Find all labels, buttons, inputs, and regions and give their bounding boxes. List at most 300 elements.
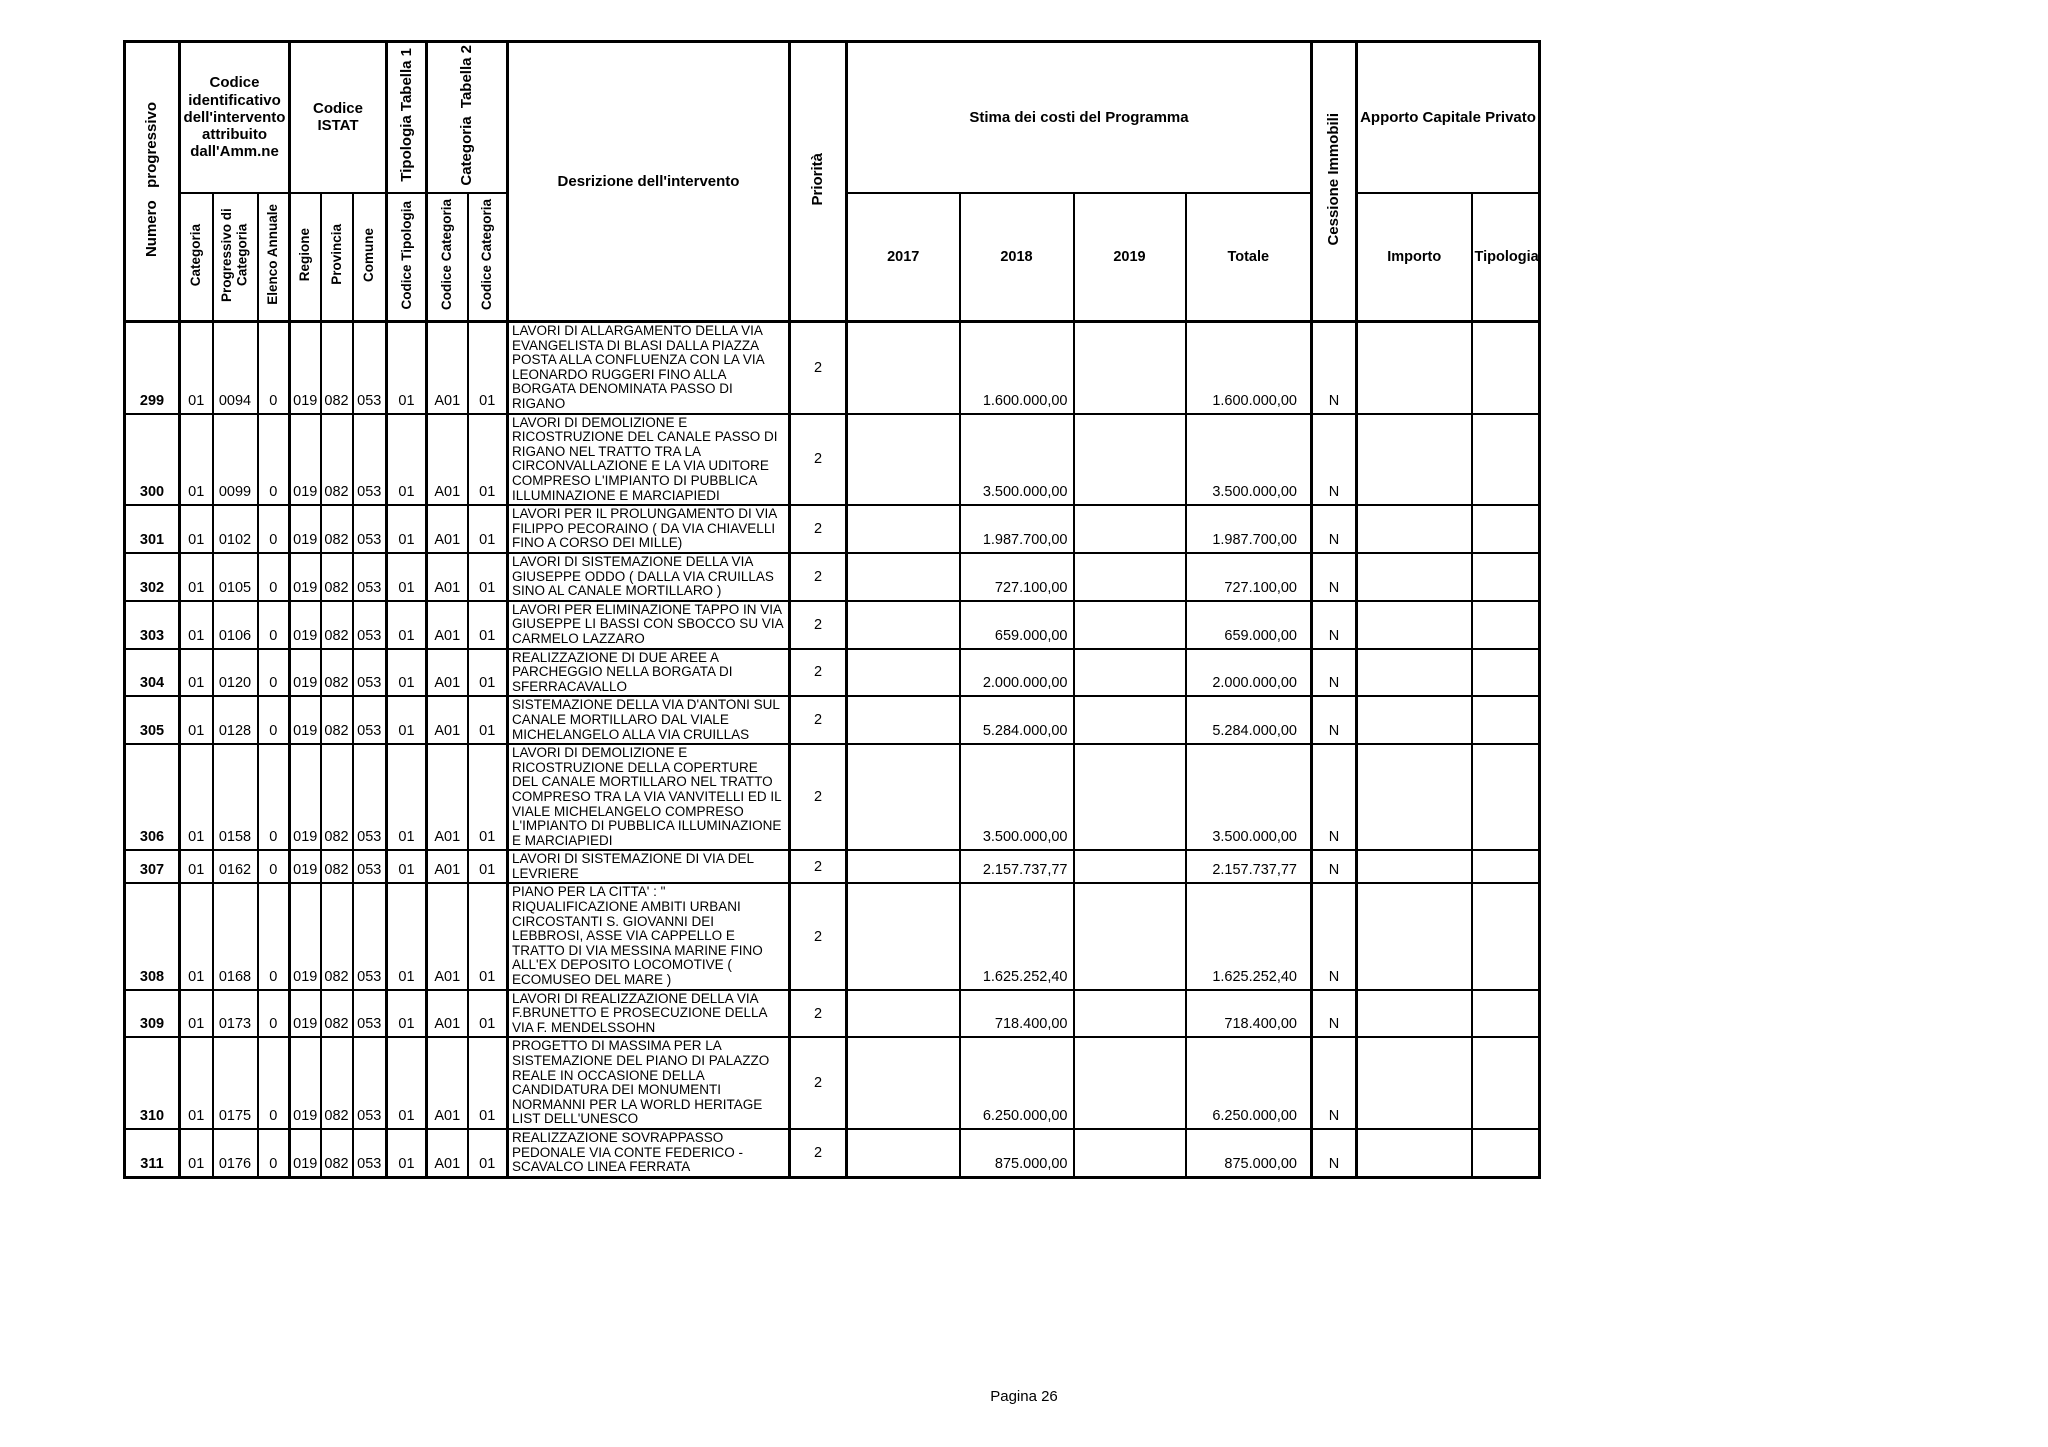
programma-table — [123, 40, 1541, 1179]
td-importo — [1357, 850, 1472, 883]
td-categoria: 01 — [180, 744, 213, 850]
td-codice-tipologia: 01 — [387, 1037, 427, 1129]
table-row — [125, 1129, 1540, 1177]
td-codice-categoria-1: A01 — [427, 553, 468, 601]
td-numero: 304 — [125, 649, 180, 697]
td-totale: 6.250.000,00 — [1186, 1037, 1312, 1129]
td-totale: 3.500.000,00 — [1186, 744, 1312, 850]
table-row — [125, 990, 1540, 1038]
col-header-tipologia: Tipologia — [1472, 193, 1540, 322]
td-numero: 310 — [125, 1037, 180, 1129]
table-row — [125, 744, 1540, 850]
td-codice-tipologia: 01 — [387, 990, 427, 1038]
td-priorita: 2 — [790, 553, 847, 601]
td-provincia: 082 — [321, 601, 353, 649]
td-regione: 019 — [290, 696, 321, 744]
td-2019 — [1074, 649, 1186, 697]
table-row — [125, 696, 1540, 744]
td-provincia: 082 — [321, 696, 353, 744]
td-comune: 053 — [353, 414, 387, 506]
td-2019 — [1074, 322, 1186, 414]
col-group-tipologia-tabella1 — [387, 42, 427, 193]
td-comune: 053 — [353, 696, 387, 744]
td-elenco: 0 — [258, 1037, 290, 1129]
td-codice-categoria-2: 01 — [468, 1037, 508, 1129]
td-descrizione: LAVORI DI DEMOLIZIONE E RICOSTRUZIONE DEL CANALE PASSO DI RIGANO NEL TRATTO TRA LA CIRCONVALLAZIONE E LA VIA UDITORE COMPRESO L'IMPIANTO DI PUBBLICA ILLUMINAZIONE E MARCIAPIEDI — [508, 414, 790, 506]
td-2018: 659.000,00 — [960, 601, 1074, 649]
td-2019 — [1074, 553, 1186, 601]
td-progressivo: 0158 — [213, 744, 258, 850]
col-header-codice-categoria-1-label: Codice Categoria — [439, 199, 455, 311]
td-elenco: 0 — [258, 505, 290, 553]
td-2018: 5.284.000,00 — [960, 696, 1074, 744]
col-header-elenco-annuale-label: Elenco Annuale — [265, 204, 281, 306]
td-tipologia — [1472, 505, 1540, 553]
td-tipologia — [1472, 883, 1540, 989]
td-comune: 053 — [353, 322, 387, 414]
td-categoria: 01 — [180, 883, 213, 989]
col-header-progressivo-label: Progressivo di Categoria — [219, 207, 250, 302]
col-header-priorita — [790, 42, 847, 322]
td-descrizione: LAVORI DI DEMOLIZIONE E RICOSTRUZIONE DELLA COPERTURE DEL CANALE MORTILLARO NEL TRATTO COMPRESO TRA LA VIA VANVITELLI ED IL VIALE MICHELANGELO COMPRESO L'IMPIANTO DI PUBBLICA ILLUMINAZIONE E MARCIAPIEDI — [508, 744, 790, 850]
col-group-tipologia-tabella1-label: Tipologia Tabella 1 — [397, 48, 415, 183]
td-importo — [1357, 1129, 1472, 1177]
td-codice-categoria-1: A01 — [427, 990, 468, 1038]
col-header-descrizione: Desrizione dell'intervento — [508, 42, 790, 322]
td-numero: 311 — [125, 1129, 180, 1177]
td-2019 — [1074, 1129, 1186, 1177]
col-header-2019: 2019 — [1074, 193, 1186, 322]
td-progressivo: 0162 — [213, 850, 258, 883]
td-totale: 1.625.252,40 — [1186, 883, 1312, 989]
td-2017 — [847, 850, 960, 883]
td-codice-tipologia: 01 — [387, 601, 427, 649]
td-priorita: 2 — [790, 601, 847, 649]
td-elenco: 0 — [258, 1129, 290, 1177]
col-group-apporto-capitale: Apporto Capitale Privato — [1357, 42, 1540, 193]
td-2019 — [1074, 883, 1186, 989]
td-codice-categoria-1: A01 — [427, 1129, 468, 1177]
td-regione: 019 — [290, 883, 321, 989]
table-row — [125, 505, 1540, 553]
td-elenco: 0 — [258, 322, 290, 414]
td-codice-categoria-1: A01 — [427, 883, 468, 989]
td-codice-categoria-1: A01 — [427, 744, 468, 850]
col-group-codice-istat: Codice ISTAT — [290, 42, 387, 193]
td-tipologia — [1472, 414, 1540, 506]
td-descrizione: PROGETTO DI MASSIMA PER LA SISTEMAZIONE DEL PIANO DI PALAZZO REALE IN OCCASIONE DELLA CANDIDATURA DEI MONUMENTI NORMANNI PER LA WORLD HERITAGE LIST DELL'UNESCO — [508, 1037, 790, 1129]
td-provincia: 082 — [321, 990, 353, 1038]
td-comune: 053 — [353, 1037, 387, 1129]
td-descrizione: LAVORI DI SISTEMAZIONE DI VIA DEL LEVRIERE — [508, 850, 790, 883]
col-header-priorita-label: Priorità — [809, 153, 827, 206]
td-codice-tipologia: 01 — [387, 505, 427, 553]
td-codice-tipologia: 01 — [387, 414, 427, 506]
td-categoria: 01 — [180, 990, 213, 1038]
td-elenco: 0 — [258, 553, 290, 601]
td-progressivo: 0120 — [213, 649, 258, 697]
td-codice-categoria-2: 01 — [468, 553, 508, 601]
table-row — [125, 883, 1540, 989]
td-categoria: 01 — [180, 505, 213, 553]
td-importo — [1357, 883, 1472, 989]
td-2017 — [847, 553, 960, 601]
td-2018: 718.400,00 — [960, 990, 1074, 1038]
td-numero: 299 — [125, 322, 180, 414]
td-categoria: 01 — [180, 601, 213, 649]
col-header-provincia-label: Provincia — [328, 224, 344, 286]
td-descrizione: LAVORI PER IL PROLUNGAMENTO DI VIA FILIPPO PECORAINO ( DA VIA CHIAVELLI FINO A CORSO DEI MILLE) — [508, 505, 790, 553]
td-importo — [1357, 322, 1472, 414]
td-priorita: 2 — [790, 505, 847, 553]
td-provincia: 082 — [321, 505, 353, 553]
td-codice-categoria-2: 01 — [468, 414, 508, 506]
td-comune: 053 — [353, 553, 387, 601]
td-tipologia — [1472, 696, 1540, 744]
td-2019 — [1074, 744, 1186, 850]
td-codice-tipologia: 01 — [387, 1129, 427, 1177]
td-cessione: N — [1312, 649, 1357, 697]
td-descrizione: LAVORI DI ALLARGAMENTO DELLA VIA EVANGELISTA DI BLASI DALLA PIAZZA POSTA ALLA CONFLUENZA CON LA VIA LEONARDO RUGGERI FINO ALLA BORGATA DENOMINATA PASSO DI RIGANO — [508, 322, 790, 414]
td-priorita: 2 — [790, 744, 847, 850]
td-cessione: N — [1312, 553, 1357, 601]
td-2017 — [847, 990, 960, 1038]
td-priorita: 2 — [790, 322, 847, 414]
td-2017 — [847, 601, 960, 649]
td-codice-tipologia: 01 — [387, 649, 427, 697]
td-categoria: 01 — [180, 1129, 213, 1177]
td-progressivo: 0168 — [213, 883, 258, 989]
page-number: Pagina 26 — [990, 1388, 1058, 1405]
td-codice-categoria-2: 01 — [468, 990, 508, 1038]
td-regione: 019 — [290, 505, 321, 553]
col-header-totale: Totale — [1186, 193, 1312, 322]
table-row — [125, 322, 1540, 414]
td-progressivo: 0105 — [213, 553, 258, 601]
td-priorita: 2 — [790, 414, 847, 506]
td-comune: 053 — [353, 601, 387, 649]
td-codice-categoria-1: A01 — [427, 850, 468, 883]
td-cessione: N — [1312, 883, 1357, 989]
td-totale: 875.000,00 — [1186, 1129, 1312, 1177]
td-tipologia — [1472, 744, 1540, 850]
td-codice-categoria-1: A01 — [427, 649, 468, 697]
td-2017 — [847, 505, 960, 553]
td-cessione: N — [1312, 990, 1357, 1038]
td-provincia: 082 — [321, 553, 353, 601]
td-elenco: 0 — [258, 414, 290, 506]
td-codice-tipologia: 01 — [387, 850, 427, 883]
td-progressivo: 0176 — [213, 1129, 258, 1177]
td-priorita: 2 — [790, 883, 847, 989]
td-descrizione: REALIZZAZIONE SOVRAPPASSO PEDONALE VIA CONTE FEDERICO - SCAVALCO LINEA FERRATA — [508, 1129, 790, 1177]
td-codice-categoria-2: 01 — [468, 1129, 508, 1177]
col-header-codice-tipologia-label: Codice Tipologia — [398, 200, 414, 310]
td-importo — [1357, 744, 1472, 850]
td-cessione: N — [1312, 414, 1357, 506]
td-tipologia — [1472, 601, 1540, 649]
td-2017 — [847, 649, 960, 697]
td-tipologia — [1472, 649, 1540, 697]
td-numero: 308 — [125, 883, 180, 989]
td-2018: 2.157.737,77 — [960, 850, 1074, 883]
td-cessione: N — [1312, 1129, 1357, 1177]
td-2017 — [847, 1129, 960, 1177]
td-codice-categoria-1: A01 — [427, 505, 468, 553]
td-descrizione: REALIZZAZIONE DI DUE AREE A PARCHEGGIO NELLA BORGATA DI SFERRACAVALLO — [508, 649, 790, 697]
td-totale: 5.284.000,00 — [1186, 696, 1312, 744]
td-codice-categoria-2: 01 — [468, 322, 508, 414]
table-row — [125, 850, 1540, 883]
td-cessione: N — [1312, 1037, 1357, 1129]
td-2018: 875.000,00 — [960, 1129, 1074, 1177]
td-priorita: 2 — [790, 1037, 847, 1129]
td-codice-tipologia: 01 — [387, 553, 427, 601]
td-numero: 301 — [125, 505, 180, 553]
td-numero: 306 — [125, 744, 180, 850]
td-descrizione: PIANO PER LA CITTA' : " RIQUALIFICAZIONE AMBITI URBANI CIRCOSTANTI S. GIOVANNI DEI LEBBROSI, ASSE VIA CAPPELLO E TRATTO DI VIA MESSINA MARINE FINO ALL'EX DEPOSITO LOCOMOTIVE ( ECOMUSEO DEL MARE ) — [508, 883, 790, 989]
td-elenco: 0 — [258, 883, 290, 989]
td-2017 — [847, 414, 960, 506]
col-header-codice-tipologia — [387, 193, 427, 322]
td-cessione: N — [1312, 505, 1357, 553]
td-cessione: N — [1312, 850, 1357, 883]
td-priorita: 2 — [790, 696, 847, 744]
td-cessione: N — [1312, 322, 1357, 414]
col-header-regione — [290, 193, 321, 322]
td-comune: 053 — [353, 850, 387, 883]
td-categoria: 01 — [180, 850, 213, 883]
col-header-numero-label: Numero progressivo — [143, 101, 161, 257]
td-importo — [1357, 649, 1472, 697]
td-tipologia — [1472, 850, 1540, 883]
td-priorita: 2 — [790, 990, 847, 1038]
td-importo — [1357, 1037, 1472, 1129]
td-elenco: 0 — [258, 850, 290, 883]
td-2018: 1.600.000,00 — [960, 322, 1074, 414]
td-totale: 1.600.000,00 — [1186, 322, 1312, 414]
td-codice-categoria-1: A01 — [427, 696, 468, 744]
td-codice-categoria-2: 01 — [468, 850, 508, 883]
td-descrizione: LAVORI DI SISTEMAZIONE DELLA VIA GIUSEPPE ODDO ( DALLA VIA CRUILLAS SINO AL CANALE MORTILLARO ) — [508, 553, 790, 601]
col-header-categoria-label: Categoria — [188, 223, 204, 286]
td-numero: 303 — [125, 601, 180, 649]
col-header-codice-categoria-2 — [468, 193, 508, 322]
col-header-progressivo — [213, 193, 258, 322]
td-totale: 1.987.700,00 — [1186, 505, 1312, 553]
td-2017 — [847, 322, 960, 414]
td-descrizione: LAVORI DI REALIZZAZIONE DELLA VIA F.BRUNETTO E PROSECUZIONE DELLA VIA F. MENDELSSOHN — [508, 990, 790, 1038]
td-provincia: 082 — [321, 414, 353, 506]
td-descrizione: SISTEMAZIONE DELLA VIA D'ANTONI SUL CANALE MORTILLARO DAL VIALE MICHELANGELO ALLA VIA CRUILLAS — [508, 696, 790, 744]
td-provincia: 082 — [321, 883, 353, 989]
td-2018: 1.625.252,40 — [960, 883, 1074, 989]
td-2018: 2.000.000,00 — [960, 649, 1074, 697]
col-group-codice-identificativo: Codice identificativo dell'intervento attribuito dall'Amm.ne — [180, 42, 290, 193]
td-2019 — [1074, 1037, 1186, 1129]
td-2019 — [1074, 505, 1186, 553]
td-priorita: 2 — [790, 649, 847, 697]
table-row — [125, 1037, 1540, 1129]
td-priorita: 2 — [790, 1129, 847, 1177]
col-header-provincia — [321, 193, 353, 322]
td-provincia: 082 — [321, 744, 353, 850]
td-codice-categoria-2: 01 — [468, 696, 508, 744]
td-cessione: N — [1312, 744, 1357, 850]
td-regione: 019 — [290, 1129, 321, 1177]
col-header-comune-label: Comune — [361, 227, 377, 282]
td-elenco: 0 — [258, 990, 290, 1038]
td-codice-categoria-1: A01 — [427, 601, 468, 649]
td-comune: 053 — [353, 649, 387, 697]
td-regione: 019 — [290, 990, 321, 1038]
td-regione: 019 — [290, 850, 321, 883]
table-row — [125, 414, 1540, 506]
td-regione: 019 — [290, 322, 321, 414]
td-numero: 302 — [125, 553, 180, 601]
td-categoria: 01 — [180, 322, 213, 414]
td-progressivo: 0106 — [213, 601, 258, 649]
td-progressivo: 0175 — [213, 1037, 258, 1129]
td-regione: 019 — [290, 553, 321, 601]
td-codice-tipologia: 01 — [387, 322, 427, 414]
td-tipologia — [1472, 990, 1540, 1038]
td-progressivo: 0099 — [213, 414, 258, 506]
col-header-elenco-annuale — [258, 193, 290, 322]
td-descrizione: LAVORI PER ELIMINAZIONE TAPPO IN VIA GIUSEPPE LI BASSI CON SBOCCO SU VIA CARMELO LAZZARO — [508, 601, 790, 649]
td-categoria: 01 — [180, 649, 213, 697]
td-2018: 6.250.000,00 — [960, 1037, 1074, 1129]
td-2017 — [847, 883, 960, 989]
col-header-2018: 2018 — [960, 193, 1074, 322]
td-cessione: N — [1312, 601, 1357, 649]
td-codice-categoria-2: 01 — [468, 505, 508, 553]
td-2018: 727.100,00 — [960, 553, 1074, 601]
td-progressivo: 0094 — [213, 322, 258, 414]
td-importo — [1357, 601, 1472, 649]
td-regione: 019 — [290, 744, 321, 850]
td-elenco: 0 — [258, 744, 290, 850]
td-provincia: 082 — [321, 649, 353, 697]
td-regione: 019 — [290, 414, 321, 506]
td-codice-categoria-1: A01 — [427, 414, 468, 506]
td-categoria: 01 — [180, 414, 213, 506]
td-comune: 053 — [353, 505, 387, 553]
td-codice-categoria-2: 01 — [468, 744, 508, 850]
td-cessione: N — [1312, 696, 1357, 744]
td-codice-categoria-2: 01 — [468, 649, 508, 697]
td-numero: 307 — [125, 850, 180, 883]
td-provincia: 082 — [321, 850, 353, 883]
td-numero: 309 — [125, 990, 180, 1038]
td-numero: 300 — [125, 414, 180, 506]
td-tipologia — [1472, 553, 1540, 601]
td-codice-categoria-2: 01 — [468, 883, 508, 989]
td-2017 — [847, 696, 960, 744]
col-header-comune — [353, 193, 387, 322]
td-2018: 3.500.000,00 — [960, 744, 1074, 850]
td-totale: 2.000.000,00 — [1186, 649, 1312, 697]
td-progressivo: 0173 — [213, 990, 258, 1038]
col-group-categoria-tabella2-label: Categoria Tabella 2 — [458, 45, 476, 186]
td-provincia: 082 — [321, 322, 353, 414]
td-categoria: 01 — [180, 696, 213, 744]
td-provincia: 082 — [321, 1129, 353, 1177]
td-2017 — [847, 744, 960, 850]
td-tipologia — [1472, 1037, 1540, 1129]
col-header-codice-categoria-2-label: Codice Categoria — [479, 199, 495, 311]
td-2018: 1.987.700,00 — [960, 505, 1074, 553]
col-header-importo: Importo — [1357, 193, 1472, 322]
td-importo — [1357, 505, 1472, 553]
td-2019 — [1074, 850, 1186, 883]
td-totale: 3.500.000,00 — [1186, 414, 1312, 506]
td-progressivo: 0128 — [213, 696, 258, 744]
td-importo — [1357, 696, 1472, 744]
td-2019 — [1074, 414, 1186, 506]
td-codice-categoria-2: 01 — [468, 601, 508, 649]
td-2019 — [1074, 601, 1186, 649]
col-group-categoria-tabella2 — [427, 42, 508, 193]
col-header-cessione-immobili-label: Cessione Immobili — [1325, 113, 1343, 246]
td-comune: 053 — [353, 883, 387, 989]
td-progressivo: 0102 — [213, 505, 258, 553]
td-provincia: 082 — [321, 1037, 353, 1129]
td-comune: 053 — [353, 1129, 387, 1177]
td-priorita: 2 — [790, 850, 847, 883]
td-regione: 019 — [290, 601, 321, 649]
td-totale: 659.000,00 — [1186, 601, 1312, 649]
td-numero: 305 — [125, 696, 180, 744]
td-2019 — [1074, 696, 1186, 744]
td-codice-tipologia: 01 — [387, 696, 427, 744]
col-header-regione-label: Regione — [297, 228, 313, 282]
td-regione: 019 — [290, 649, 321, 697]
td-elenco: 0 — [258, 696, 290, 744]
td-2017 — [847, 1037, 960, 1129]
table-row — [125, 601, 1540, 649]
td-2019 — [1074, 990, 1186, 1038]
td-codice-tipologia: 01 — [387, 883, 427, 989]
col-header-codice-categoria-1 — [427, 193, 468, 322]
td-elenco: 0 — [258, 601, 290, 649]
td-totale: 718.400,00 — [1186, 990, 1312, 1038]
td-importo — [1357, 553, 1472, 601]
col-group-stima-costi: Stima dei costi del Programma — [847, 42, 1312, 193]
td-tipologia — [1472, 322, 1540, 414]
td-importo — [1357, 414, 1472, 506]
table-row — [125, 649, 1540, 697]
td-elenco: 0 — [258, 649, 290, 697]
col-header-categoria — [180, 193, 213, 322]
td-comune: 053 — [353, 990, 387, 1038]
td-codice-tipologia: 01 — [387, 744, 427, 850]
td-totale: 727.100,00 — [1186, 553, 1312, 601]
td-regione: 019 — [290, 1037, 321, 1129]
col-header-cessione-immobili — [1312, 42, 1357, 322]
td-importo — [1357, 990, 1472, 1038]
col-header-2017: 2017 — [847, 193, 960, 322]
td-2018: 3.500.000,00 — [960, 414, 1074, 506]
table-row — [125, 553, 1540, 601]
td-codice-categoria-1: A01 — [427, 1037, 468, 1129]
td-tipologia — [1472, 1129, 1540, 1177]
col-header-numero — [125, 42, 180, 322]
td-categoria: 01 — [180, 553, 213, 601]
td-codice-categoria-1: A01 — [427, 322, 468, 414]
td-categoria: 01 — [180, 1037, 213, 1129]
td-comune: 053 — [353, 744, 387, 850]
